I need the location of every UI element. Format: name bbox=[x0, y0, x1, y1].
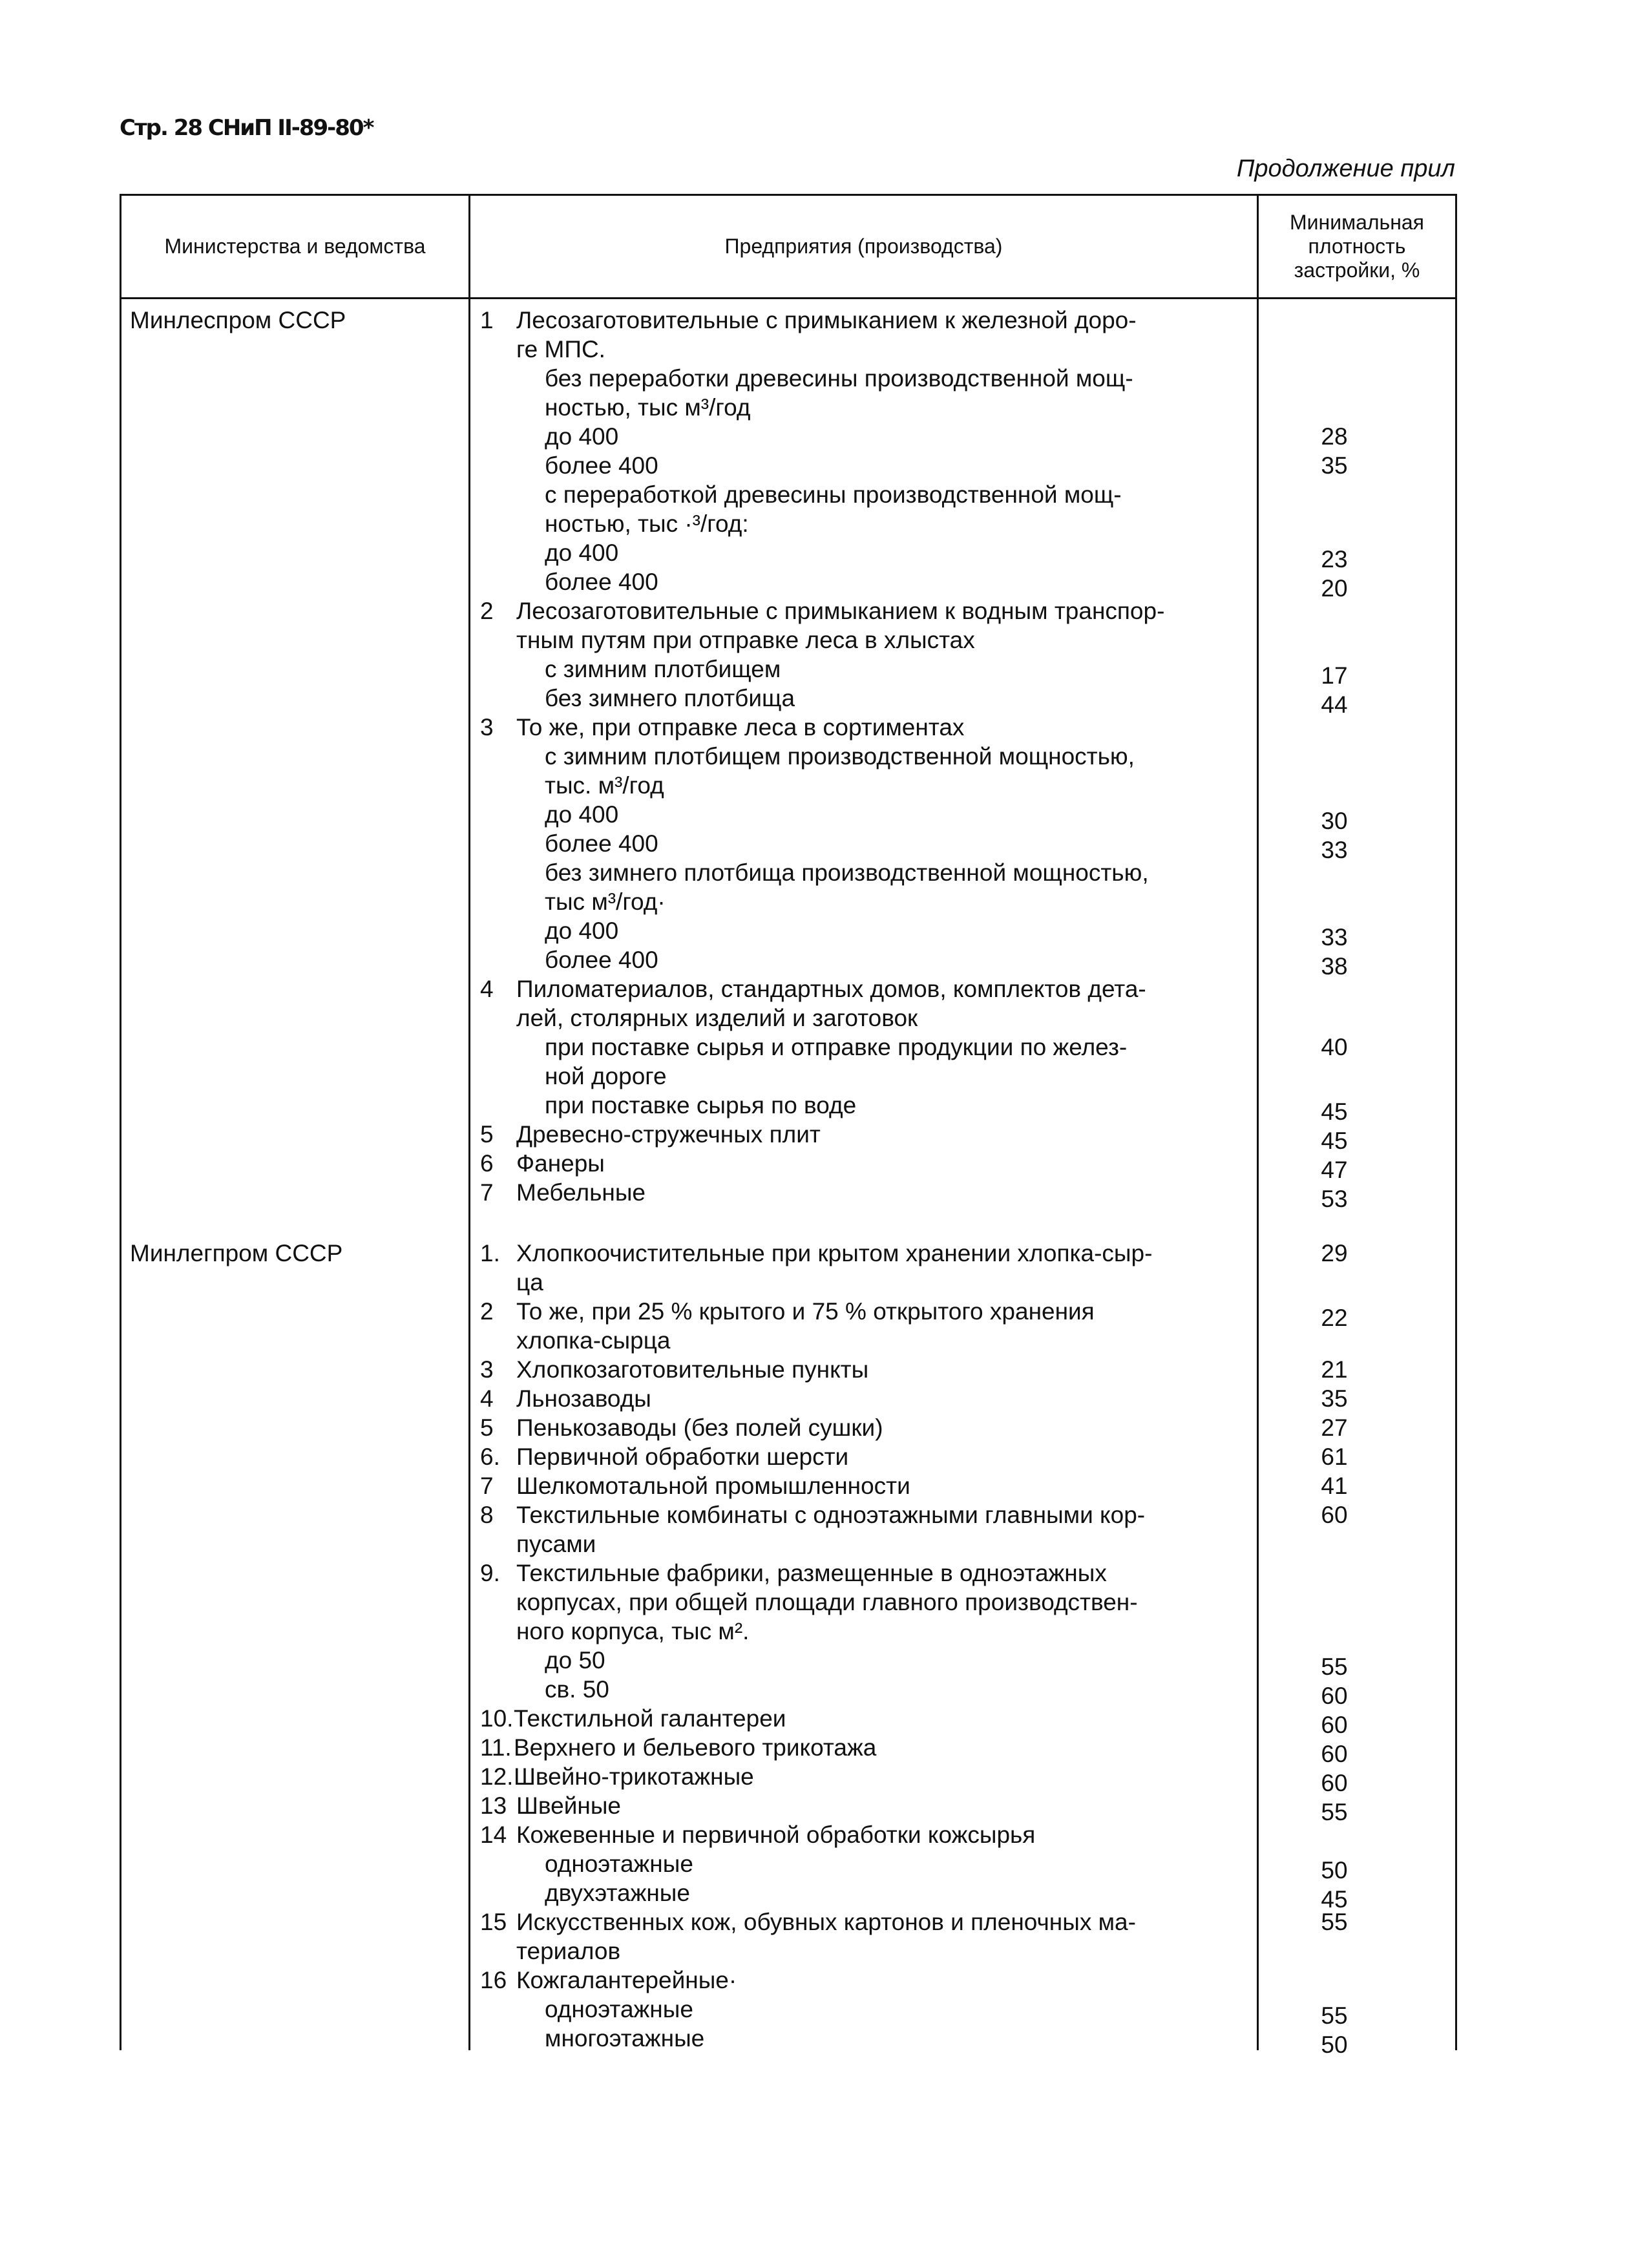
row-density-value: 21 bbox=[1321, 1356, 1348, 1383]
row-text: св. 50 bbox=[545, 1676, 609, 1703]
row-text: пусами bbox=[516, 1531, 596, 1557]
row-text: без зимнего плотбища производственной мощностью, bbox=[545, 859, 1149, 886]
row-density-value: 50 bbox=[1321, 1857, 1348, 1884]
row-density-value: 35 bbox=[1321, 452, 1348, 479]
row-text: одноэтажные bbox=[545, 1851, 693, 1877]
row-text: без зимнего плотбища bbox=[545, 685, 795, 711]
row-number: 5 bbox=[480, 1121, 494, 1148]
row-number: 10. bbox=[480, 1705, 514, 1732]
row-text: ностью, тыс м³/год bbox=[545, 394, 751, 421]
row-number: 11. bbox=[480, 1734, 512, 1761]
row-text: Мебельные bbox=[516, 1179, 646, 1206]
row-density-value: 38 bbox=[1321, 953, 1348, 980]
page-header-code: Стр. 28 СНиП II-89-80* bbox=[120, 115, 373, 141]
row-text: при поставке сырья и отправке продукции по желез- bbox=[545, 1034, 1128, 1060]
row-text: тыс м³/год· bbox=[545, 888, 666, 915]
row-density-value: 55 bbox=[1321, 1799, 1348, 1825]
row-text: Лесозаготовительные с примыканием к железной доро- bbox=[516, 307, 1137, 333]
row-text: без переработки древесины производственной мощ- bbox=[545, 365, 1133, 392]
row-text: хлопка-сырца bbox=[516, 1327, 671, 1354]
row-density-value: 29 bbox=[1321, 1240, 1348, 1266]
row-text: Пенькозаводы (без полей сушки) bbox=[516, 1414, 883, 1441]
row-number: 5 bbox=[480, 1414, 494, 1441]
continuation-label: Продолжение прил bbox=[1236, 155, 1455, 182]
row-density-value: 60 bbox=[1321, 1502, 1348, 1528]
row-text: более 400 bbox=[545, 452, 658, 479]
row-density-value: 60 bbox=[1321, 1712, 1348, 1738]
row-text: ца bbox=[516, 1269, 543, 1296]
row-text: То же, при 25 % крытого и 75 % открытого хранения bbox=[516, 1298, 1095, 1325]
row-text: Хлопкозаготовительные пункты bbox=[516, 1356, 869, 1383]
row-number: 3 bbox=[480, 1356, 494, 1383]
row-density-value: 20 bbox=[1321, 575, 1348, 602]
row-number: 7 bbox=[480, 1473, 494, 1499]
row-text: Верхнего и бельевого трикотажа bbox=[514, 1734, 877, 1761]
row-density-value: 61 bbox=[1321, 1444, 1348, 1470]
row-number: 15 bbox=[480, 1909, 507, 1935]
row-density-value: 55 bbox=[1321, 1654, 1348, 1680]
row-density-value: 30 bbox=[1321, 808, 1348, 834]
row-density-value: 44 bbox=[1321, 691, 1348, 718]
row-density-value: 53 bbox=[1321, 1186, 1348, 1212]
row-text: Текстильные фабрики, размещенные в одноэтажных bbox=[516, 1560, 1107, 1586]
row-text: при поставке сырья по воде bbox=[545, 1092, 857, 1118]
row-text: Шелкомотальной промышленности bbox=[516, 1473, 910, 1499]
row-number: 1 bbox=[480, 307, 494, 333]
row-number: 2 bbox=[480, 598, 494, 624]
row-density-value: 50 bbox=[1321, 2032, 1348, 2058]
row-density-value: 33 bbox=[1321, 924, 1348, 950]
row-text: двухэтажные bbox=[545, 1880, 690, 1906]
row-density-value: 47 bbox=[1321, 1157, 1348, 1183]
row-density-value: 41 bbox=[1321, 1473, 1348, 1499]
row-text: до 400 bbox=[545, 801, 619, 828]
header-density: Минимальная плотность застройки, % bbox=[1289, 211, 1424, 282]
row-text: тыс. м³/год bbox=[545, 772, 664, 799]
row-number: 13 bbox=[480, 1792, 507, 1819]
row-text: более 400 bbox=[545, 569, 658, 595]
row-text: более 400 bbox=[545, 947, 658, 973]
row-text: Фанеры bbox=[516, 1150, 605, 1177]
row-text: лей, столярных изделий и заготовок bbox=[516, 1005, 918, 1031]
row-text: ностью, тыс ·³/год: bbox=[545, 510, 749, 537]
row-density-value: 27 bbox=[1321, 1414, 1348, 1441]
row-text: до 400 bbox=[545, 918, 619, 944]
row-text: многоэтажные bbox=[545, 2025, 705, 2052]
row-text: Кожгалантерейные· bbox=[516, 1967, 737, 1993]
row-density-value: 55 bbox=[1321, 1909, 1348, 1935]
row-density-value: 40 bbox=[1321, 1034, 1348, 1060]
row-density-value: 22 bbox=[1321, 1305, 1348, 1331]
row-text: Древесно-стружечных плит bbox=[516, 1121, 821, 1148]
row-text: Текстильной галантереи bbox=[514, 1705, 786, 1732]
header-enterprise: Предприятия (производства) bbox=[724, 235, 1003, 258]
row-number: 12. bbox=[480, 1763, 514, 1790]
row-number: 6 bbox=[480, 1150, 494, 1177]
row-number: 6. bbox=[480, 1444, 500, 1470]
row-number: 8 bbox=[480, 1502, 494, 1528]
row-density-value: 55 bbox=[1321, 2002, 1348, 2029]
density-table bbox=[120, 194, 1457, 2058]
row-number: 4 bbox=[480, 976, 494, 1002]
table-border-right bbox=[1455, 196, 1457, 2050]
row-text: Первичной обработки шерсти bbox=[516, 1444, 849, 1470]
row-text: более 400 bbox=[545, 830, 658, 857]
row-density-value: 23 bbox=[1321, 546, 1348, 572]
row-text: Льнозаводы bbox=[516, 1385, 651, 1412]
row-text: с зимним плотбищем производственной мощностью, bbox=[545, 743, 1135, 770]
table-border-left bbox=[120, 196, 121, 2050]
row-number: 2 bbox=[480, 1298, 494, 1325]
row-text: Хлопкоочистительные при крытом хранении хлопка-сыр- bbox=[516, 1240, 1153, 1266]
row-text: ге МПС. bbox=[516, 336, 605, 362]
row-number: 1. bbox=[480, 1240, 500, 1266]
row-number: 7 bbox=[480, 1179, 494, 1206]
row-text: одноэтажные bbox=[545, 1996, 693, 2022]
row-density-value: 45 bbox=[1321, 1886, 1348, 1913]
row-density-value: 60 bbox=[1321, 1741, 1348, 1767]
row-text: Швейные bbox=[516, 1792, 622, 1819]
row-text: с переработкой древесины производственной мощ- bbox=[545, 481, 1122, 508]
row-number: 14 bbox=[480, 1822, 507, 1848]
row-density-value: 60 bbox=[1321, 1683, 1348, 1709]
row-text: ной дороге bbox=[545, 1063, 667, 1089]
row-text: Швейно-трикотажные bbox=[514, 1763, 754, 1790]
header-divider bbox=[120, 297, 1457, 299]
header-ministry: Министерства и ведомства bbox=[164, 235, 426, 258]
row-density-value: 60 bbox=[1321, 1770, 1348, 1796]
row-text: Кожевенные и первичной обработки кожсырья bbox=[516, 1822, 1036, 1848]
column-divider-1 bbox=[468, 196, 470, 2050]
row-text: териалов bbox=[516, 1938, 621, 1964]
row-text: до 400 bbox=[545, 540, 619, 566]
row-number: 9. bbox=[480, 1560, 500, 1586]
row-density-value: 45 bbox=[1321, 1128, 1348, 1154]
row-text: тным путям при отправке леса в хлыстах bbox=[516, 627, 975, 653]
ministry-minlegprom: Минлегпром СССР bbox=[130, 1240, 343, 1266]
row-number: 16 bbox=[480, 1967, 507, 1993]
row-text: корпусах, при общей площади главного производствен- bbox=[516, 1589, 1138, 1615]
row-text: с зимним плотбищем bbox=[545, 656, 781, 682]
row-text: Искусственных кож, обувных картонов и пленочных ма- bbox=[516, 1909, 1136, 1935]
row-text: Лесозаготовительные с примыканием к водным транспор- bbox=[516, 598, 1165, 624]
row-density-value: 35 bbox=[1321, 1385, 1348, 1412]
row-density-value: 28 bbox=[1321, 423, 1348, 450]
ministry-minlesprom: Минлеспром СССР bbox=[130, 307, 346, 333]
row-text: То же, при отправке леса в сортиментах bbox=[516, 714, 965, 740]
row-text: до 50 bbox=[545, 1647, 605, 1674]
row-number: 4 bbox=[480, 1385, 494, 1412]
row-density-value: 45 bbox=[1321, 1098, 1348, 1125]
row-text: до 400 bbox=[545, 423, 619, 450]
row-density-value: 33 bbox=[1321, 837, 1348, 863]
row-density-value: 17 bbox=[1321, 662, 1348, 689]
row-text: Текстильные комбинаты с одноэтажными главными кор- bbox=[516, 1502, 1146, 1528]
row-text: Пиломатериалов, стандартных домов, комплектов дета- bbox=[516, 976, 1146, 1002]
row-number: 3 bbox=[480, 714, 494, 740]
row-text: ного корпуса, тыс м². bbox=[516, 1618, 750, 1644]
